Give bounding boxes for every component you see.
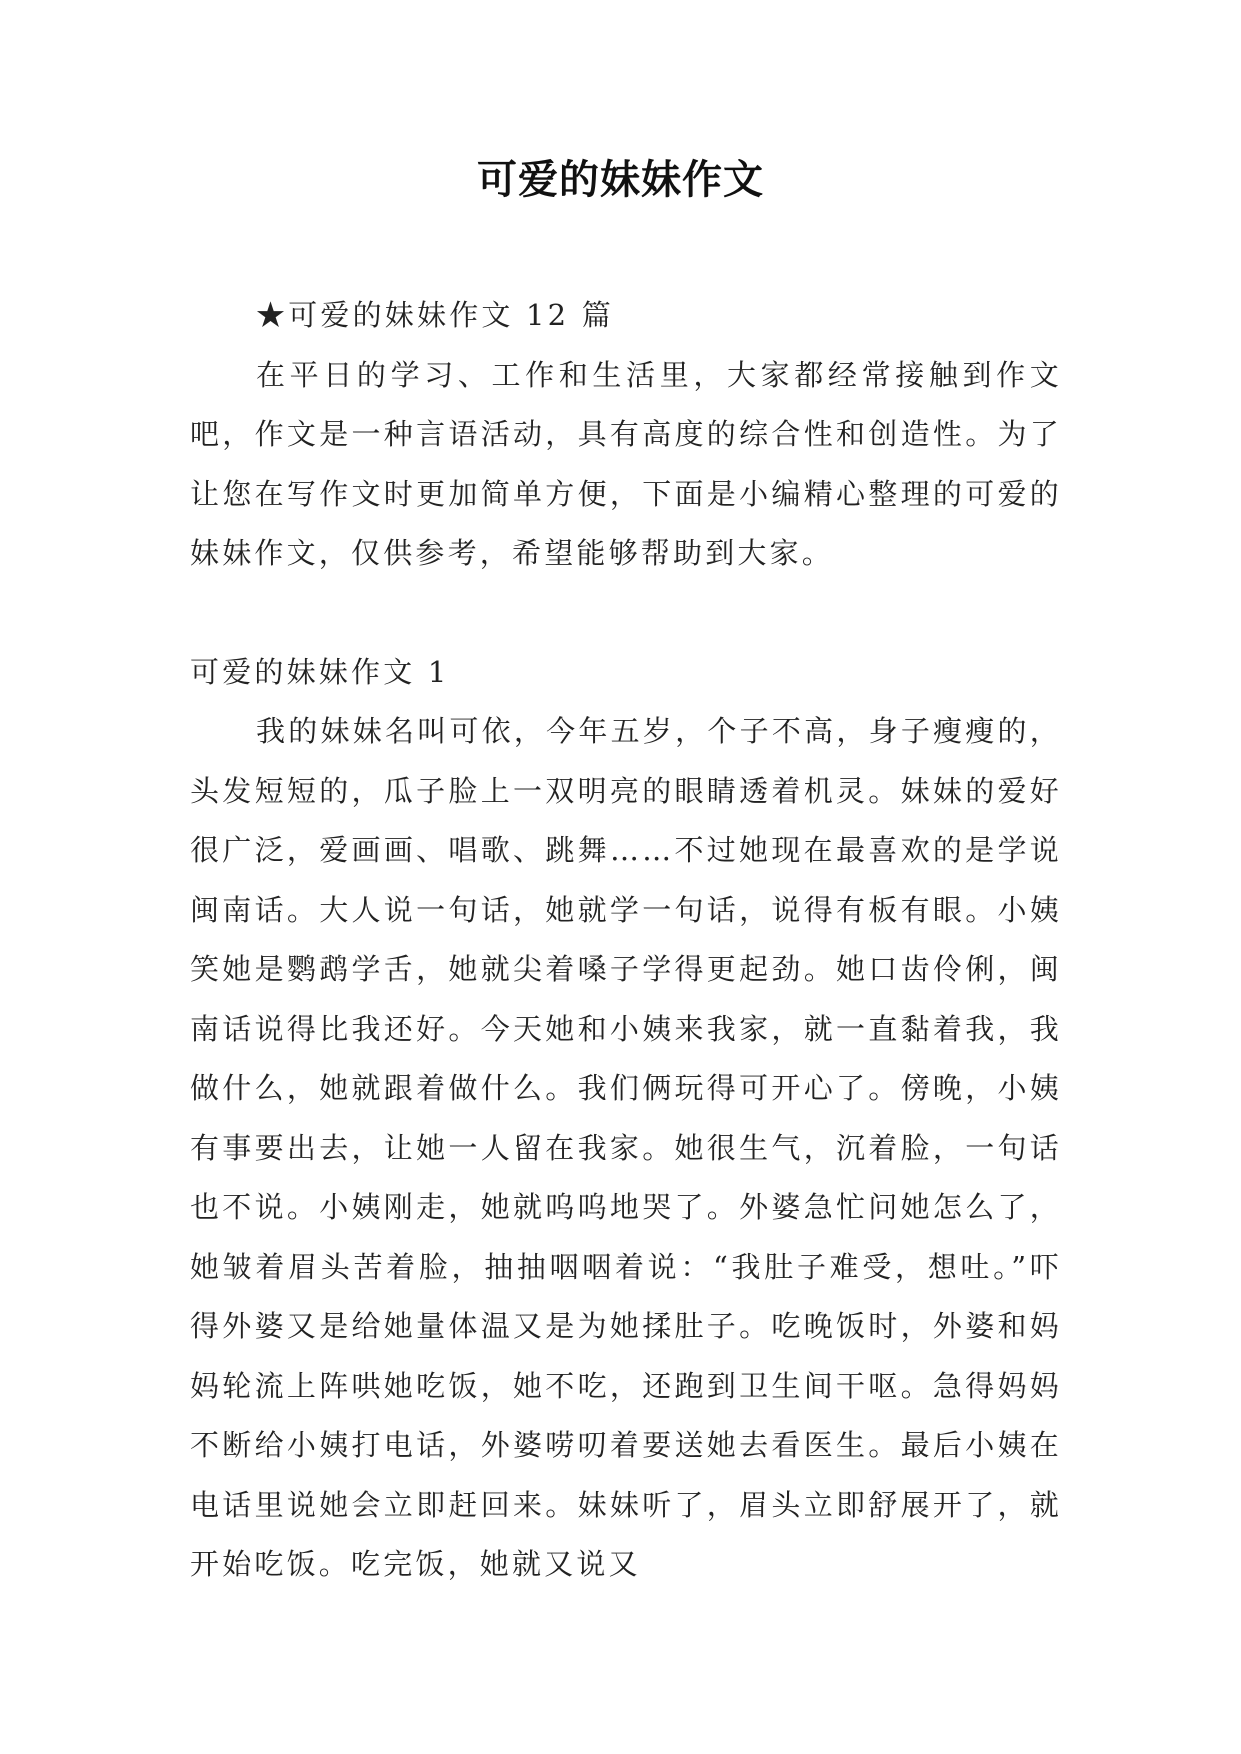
section-heading: 可爱的妹妹作文 1 <box>190 654 450 689</box>
paragraph-gap <box>190 584 1062 643</box>
section-paragraph: 我的妹妹名叫可依，今年五岁，个子不高，身子瘦瘦的，头发短短的，瓜子脸上一双明亮的眼睛透着机灵。妹妹的爱好很广泛，爱画画、唱歌、跳舞……不过她现在最喜欢的是学说闽南话。大人说一句话，她就学一句话，说得有板有眼。小姨笑她是鹦鹉学舌，她就尖着嗓子学得更起劲。她口齿伶俐，闽南话说得比我还好。今天她和小姨来我家，就一直黏着我，我做什么，她就跟着做什么。我们俩玩得可开心了。傍晚，小姨有事要出去，让她一人留在我家。她很生气，沉着脸，一句话也不说。小姨刚走，她就呜呜地哭了。外婆急忙问她怎么了，她皱着眉头苦着脸，抽抽咽咽着说：“我肚子难受，想吐。”吓得外婆又是给她量体温又是为她揉肚子。吃晚饭时，外婆和妈妈轮流上阵哄她吃饭，她不吃，还跑到卫生间干呕。急得妈妈不断给小姨打电话，外婆唠叨着要送她去看医生。最后小姨在电话里说她会立即赶回来。妹妹听了，眉头立即舒展开了，就开始吃饭。吃完饭，她就又说又 <box>190 714 1062 1581</box>
intro-paragraph: 在平日的学习、工作和生活里，大家都经常接触到作文吧，作文是一种言语活动，具有高度的综合性和创造性。为了让您在写作文时更加简单方便，下面是小编精心整理的可爱的妹妹作文，仅供参考，希望能够帮助到大家。 <box>190 357 1062 570</box>
toc-line: ★可爱的妹妹作文 12 篇 <box>256 298 614 332</box>
document-title: 可爱的妹妹作文 <box>477 157 764 203</box>
document-body <box>190 286 1062 1595</box>
